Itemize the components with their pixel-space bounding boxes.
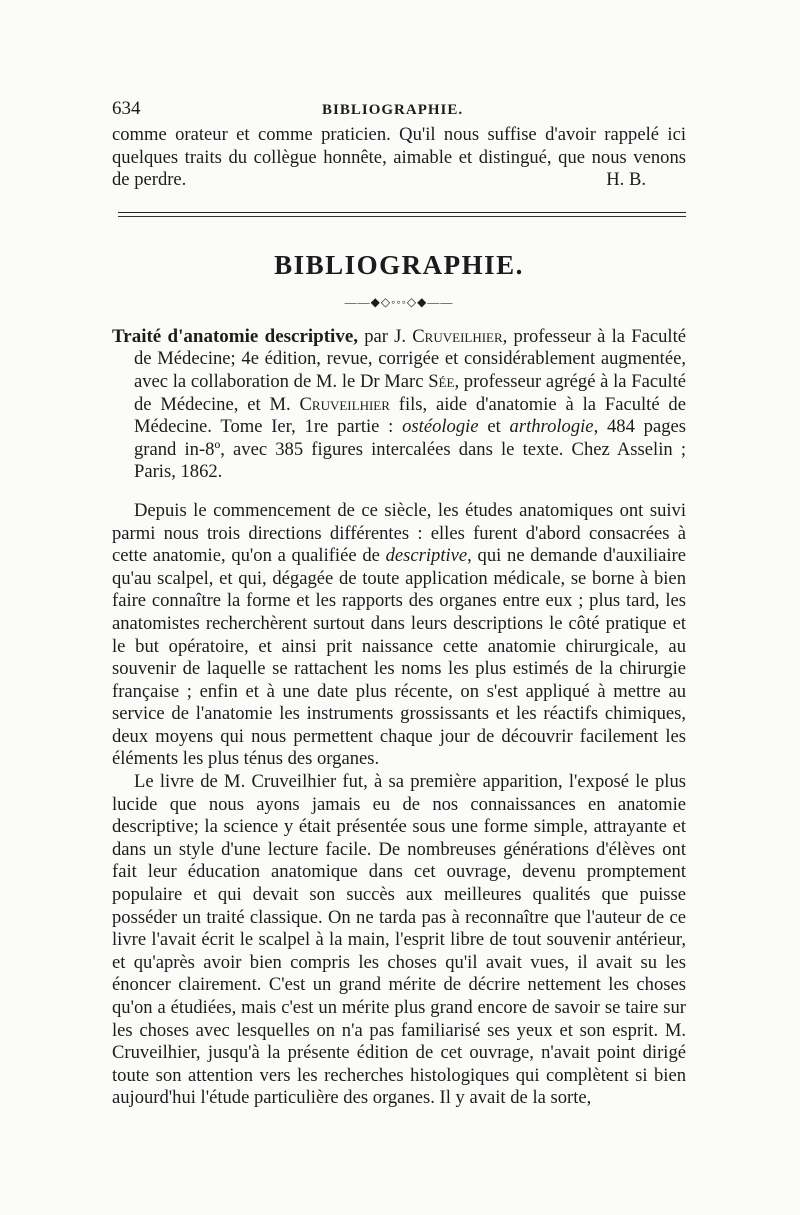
p1-italic: descriptive	[385, 545, 468, 567]
running-title: BIBLIOGRAPHIE.	[322, 102, 464, 118]
intro-text: comme orateur et comme praticien. Qu'il nous suffise d'avoir rappelé ici quelques traits du collègue honnête, aimable et distingué, que nous venons de perdre.	[112, 124, 686, 191]
p1-text-a: Depuis le commencement de ce siècle, les études anatomiques ont suivi parmi nous trois directions différentes : elles furent d'abord consacrées à cette anatomie, qu'on a qualifiée de	[112, 499, 686, 567]
entry-author-son: Cruveilhier	[299, 393, 390, 415]
rule-bottom	[118, 216, 686, 217]
entry-collaborator: Sée	[428, 370, 455, 392]
bibliography-entry	[112, 326, 686, 484]
rule-top	[118, 212, 686, 213]
entry-italic-osteologie: ostéologie	[402, 416, 479, 438]
entry-italic-arthrologie: arthrologie	[509, 416, 594, 438]
entry-part4: et	[478, 416, 510, 438]
entry-title: Traité d'anatomie descriptive,	[112, 325, 359, 347]
entry-by: par J.	[358, 325, 413, 347]
page	[112, 94, 686, 1110]
entry-part2: , professeur agrégé à la Faculté de Médecine, et M.	[134, 370, 686, 415]
body-paragraph-2: Le livre de M. Cruveilhier fut, à sa première apparition, l'exposé le plus lucide que nous ayons jamais eu de nos connaissances en anatomie descriptive; la science y était présentée sous une forme simple, attrayante et dans un style d'une lecture facile. De nombreuses générations d'élèves ont fait leur éducation anatomique dans cet ouvrage, devenu promptement populaire et qui devait son succès aux meilleures qualités que puisse posséder un traité classique. On ne tarda pas à reconnaître que l'auteur de ce livre l'avait écrit le scalpel à la main, l'esprit libre de tout souvenir antérieur, et qu'après avoir bien compris les choses qu'il avait vues, il avait su les énoncer clairement. C'est un grand mérite de décrire nettement les choses qu'on a étudiées, mais c'est un mérite plus grand encore de savoir se taire sur les choses avec lesquelles on n'a pas familiarisé ses yeux et son esprit. M. Cruveilhier, jusqu'à la présente édition de cet ouvrage, n'avait point dirigé toute son attention vers les recherches histologiques qui complètent si bien aujourd'hui l'étude particulière des organes. Il y avait de la sorte,	[112, 771, 686, 1109]
page-number: 634	[112, 98, 141, 119]
entry-part3: fils, aide d'anatomie à la Faculté de Médecine. Tome Ier, 1re partie :	[134, 393, 686, 438]
p1-text-b: , qui ne demande d'auxiliaire qu'au scalpel, et qui, dégagée de toute application médicale, se borne à bien faire connaître la forme et les rapports des organes entre eux ; plus tard, les anatomistes recherchèrent surtout dans leurs descriptions le côté pratique et le but opératoire, et ainsi prit naissance cette anatomie chirurgicale, au souvenir de laquelle se rattachent les noms les plus estimés de la chirurgie française ; enfin et à une date plus récente, on s'est appliqué à mettre au service de l'anatomie les instruments grossissants et les réactifs chimiques, deux moyens qui nous permettent chaque jour de découvrir facilement les éléments les plus ténus des organes.	[112, 545, 686, 770]
intro-paragraph	[112, 124, 686, 192]
running-head	[112, 94, 686, 124]
signature: H. B.	[606, 169, 646, 191]
body-paragraph-1	[112, 500, 686, 771]
section-title: BIBLIOGRAPHIE.	[274, 249, 524, 280]
ornament: ——◆◇◦◦◦◇◆——	[344, 294, 454, 309]
double-rule	[112, 208, 686, 222]
entry-part1: , professeur à la Faculté de Médecine; 4e édition, revue, corrigée et considérablement augmentée, avec la collaboration de M. le Dr Marc	[134, 325, 686, 392]
entry-author: Cruveilhier	[412, 325, 503, 347]
entry-part5: , 484 pages grand in-8º, avec 385 figures intercalées dans le texte. Chez Asselin ; Paris, 1862.	[134, 416, 687, 483]
